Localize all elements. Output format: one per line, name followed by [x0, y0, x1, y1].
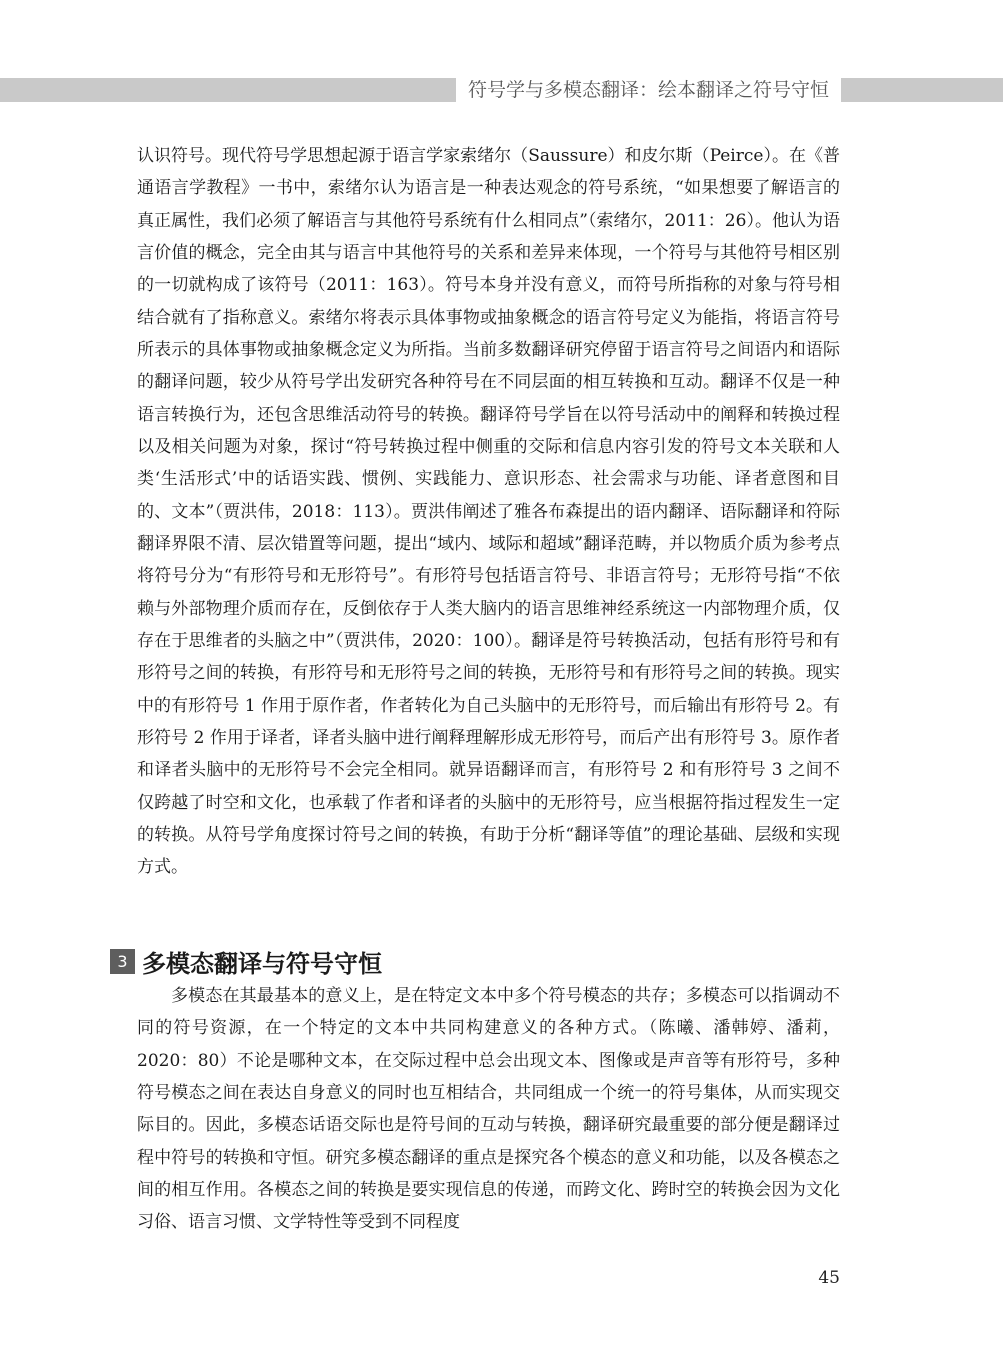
body-paragraph-2: 多模态在其最基本的意义上，是在特定文本中多个符号模态的共存；多模态可以指调动不同的符号资源，在一个特定的文本中共同构建意义的各种方式。（陈曦、潘韩婷、潘莉，2020：80）不论是哪种文本，在交际过程中总会出现文本、图像或是声音等有形符号，多种符号模态之间在表达自身意义的同时也互相结合，共同组成一个统一的符号集体，从而实现交际目的。因此，多模态话语交际也是符号间的互动与转换，翻译研究最重要的部分便是翻译过程中符号的转换和守恒。研究多模态翻译的重点是探究各个模态的意义和功能，以及各模态之间的相互作用。各模态之间的转换是要实现信息的传递，而跨文化、跨时空的转换会因为文化习俗、语言习惯、文学特性等受到不同程度	[137, 986, 840, 1233]
body-paragraph-1: 认识符号。现代符号学思想起源于语言学家索绪尔（Saussure）和皮尔斯（Peirce）。在《普通语言学教程》一书中，索绪尔认为语言是一种表达观念的符号系统，“如果想要了解语言的真正属性，我们必须了解语言与其他符号系统有什么相同点”（索绪尔，2011：26）。他认为语言价值的概念，完全由其与语言中其他符号的关系和差异来体现，一个符号与其他符号相区别的一切就构成了该符号（2011：163）。符号本身并没有意义，而符号所指称的对象与符号相结合就有了指称意义。索绪尔将表示具体事物或抽象概念的语言符号定义为能指，将语言符号所表示的具体事物或抽象概念定义为所指。当前多数翻译研究停留于语言符号之间语内和语际的翻译问题，较少从符号学出发研究各种符号在不同层面的相互转换和互动。翻译不仅是一种语言转换行为，还包含思维活动符号的转换。翻译符号学旨在以符号活动中的阐释和转换过程以及相关问题为对象，探讨“符号转换过程中侧重的交际和信息内容引发的符号文本关联和人类‘生活形式’中的话语实践、惯例、实践能力、意识形态、社会需求与功能、译者意图和目的、文本”（贾洪伟，2018：113）。贾洪伟阐述了雅各布森提出的语内翻译、语际翻译和符际翻译界限不清、层次错置等问题，提出“域内、域际和超域”翻译范畴，并以物质介质为参考点将符号分为“有形符号和无形符号”。有形符号包括语言符号、非语言符号；无形符号指“不依赖与外部物理介质而存在，反倒依存于人类大脑内的语言思维神经系统这一内部物理介质，仅存在于思维者的头脑之中”（贾洪伟，2020：100）。翻译是符号转换活动，包括有形符号和有形符号之间的转换，有形符号和无形符号之间的转换，无形符号和有形符号之间的转换。现实中的有形符号 1 作用于原作者，作者转化为自己头脑中的无形符号，而后输出有形符号 2。有形符号 2 作用于译者，译者头脑中进行阐释理解形成无形符号，而后产出有形符号 3。原作者和译者头脑中的无形符号不会完全相同。就异语翻译而言，有形符号 2 和有形符号 3 之间不仅跨越了时空和文化，也承载了作者和译者的头脑中的无形符号，应当根据符指过程发生一定的转换。从符号学角度探讨符号之间的转换，有助于分析“翻译等值”的理论基础、层级和实现方式。	[137, 146, 840, 878]
section-number-badge: 3	[110, 949, 135, 974]
section-title: 多模态翻译与符号守恒	[142, 949, 382, 978]
section-heading	[110, 944, 382, 978]
page-number: 45	[818, 1268, 840, 1288]
running-header-title: 符号学与多模态翻译：绘本翻译之符号守恒	[456, 74, 841, 106]
